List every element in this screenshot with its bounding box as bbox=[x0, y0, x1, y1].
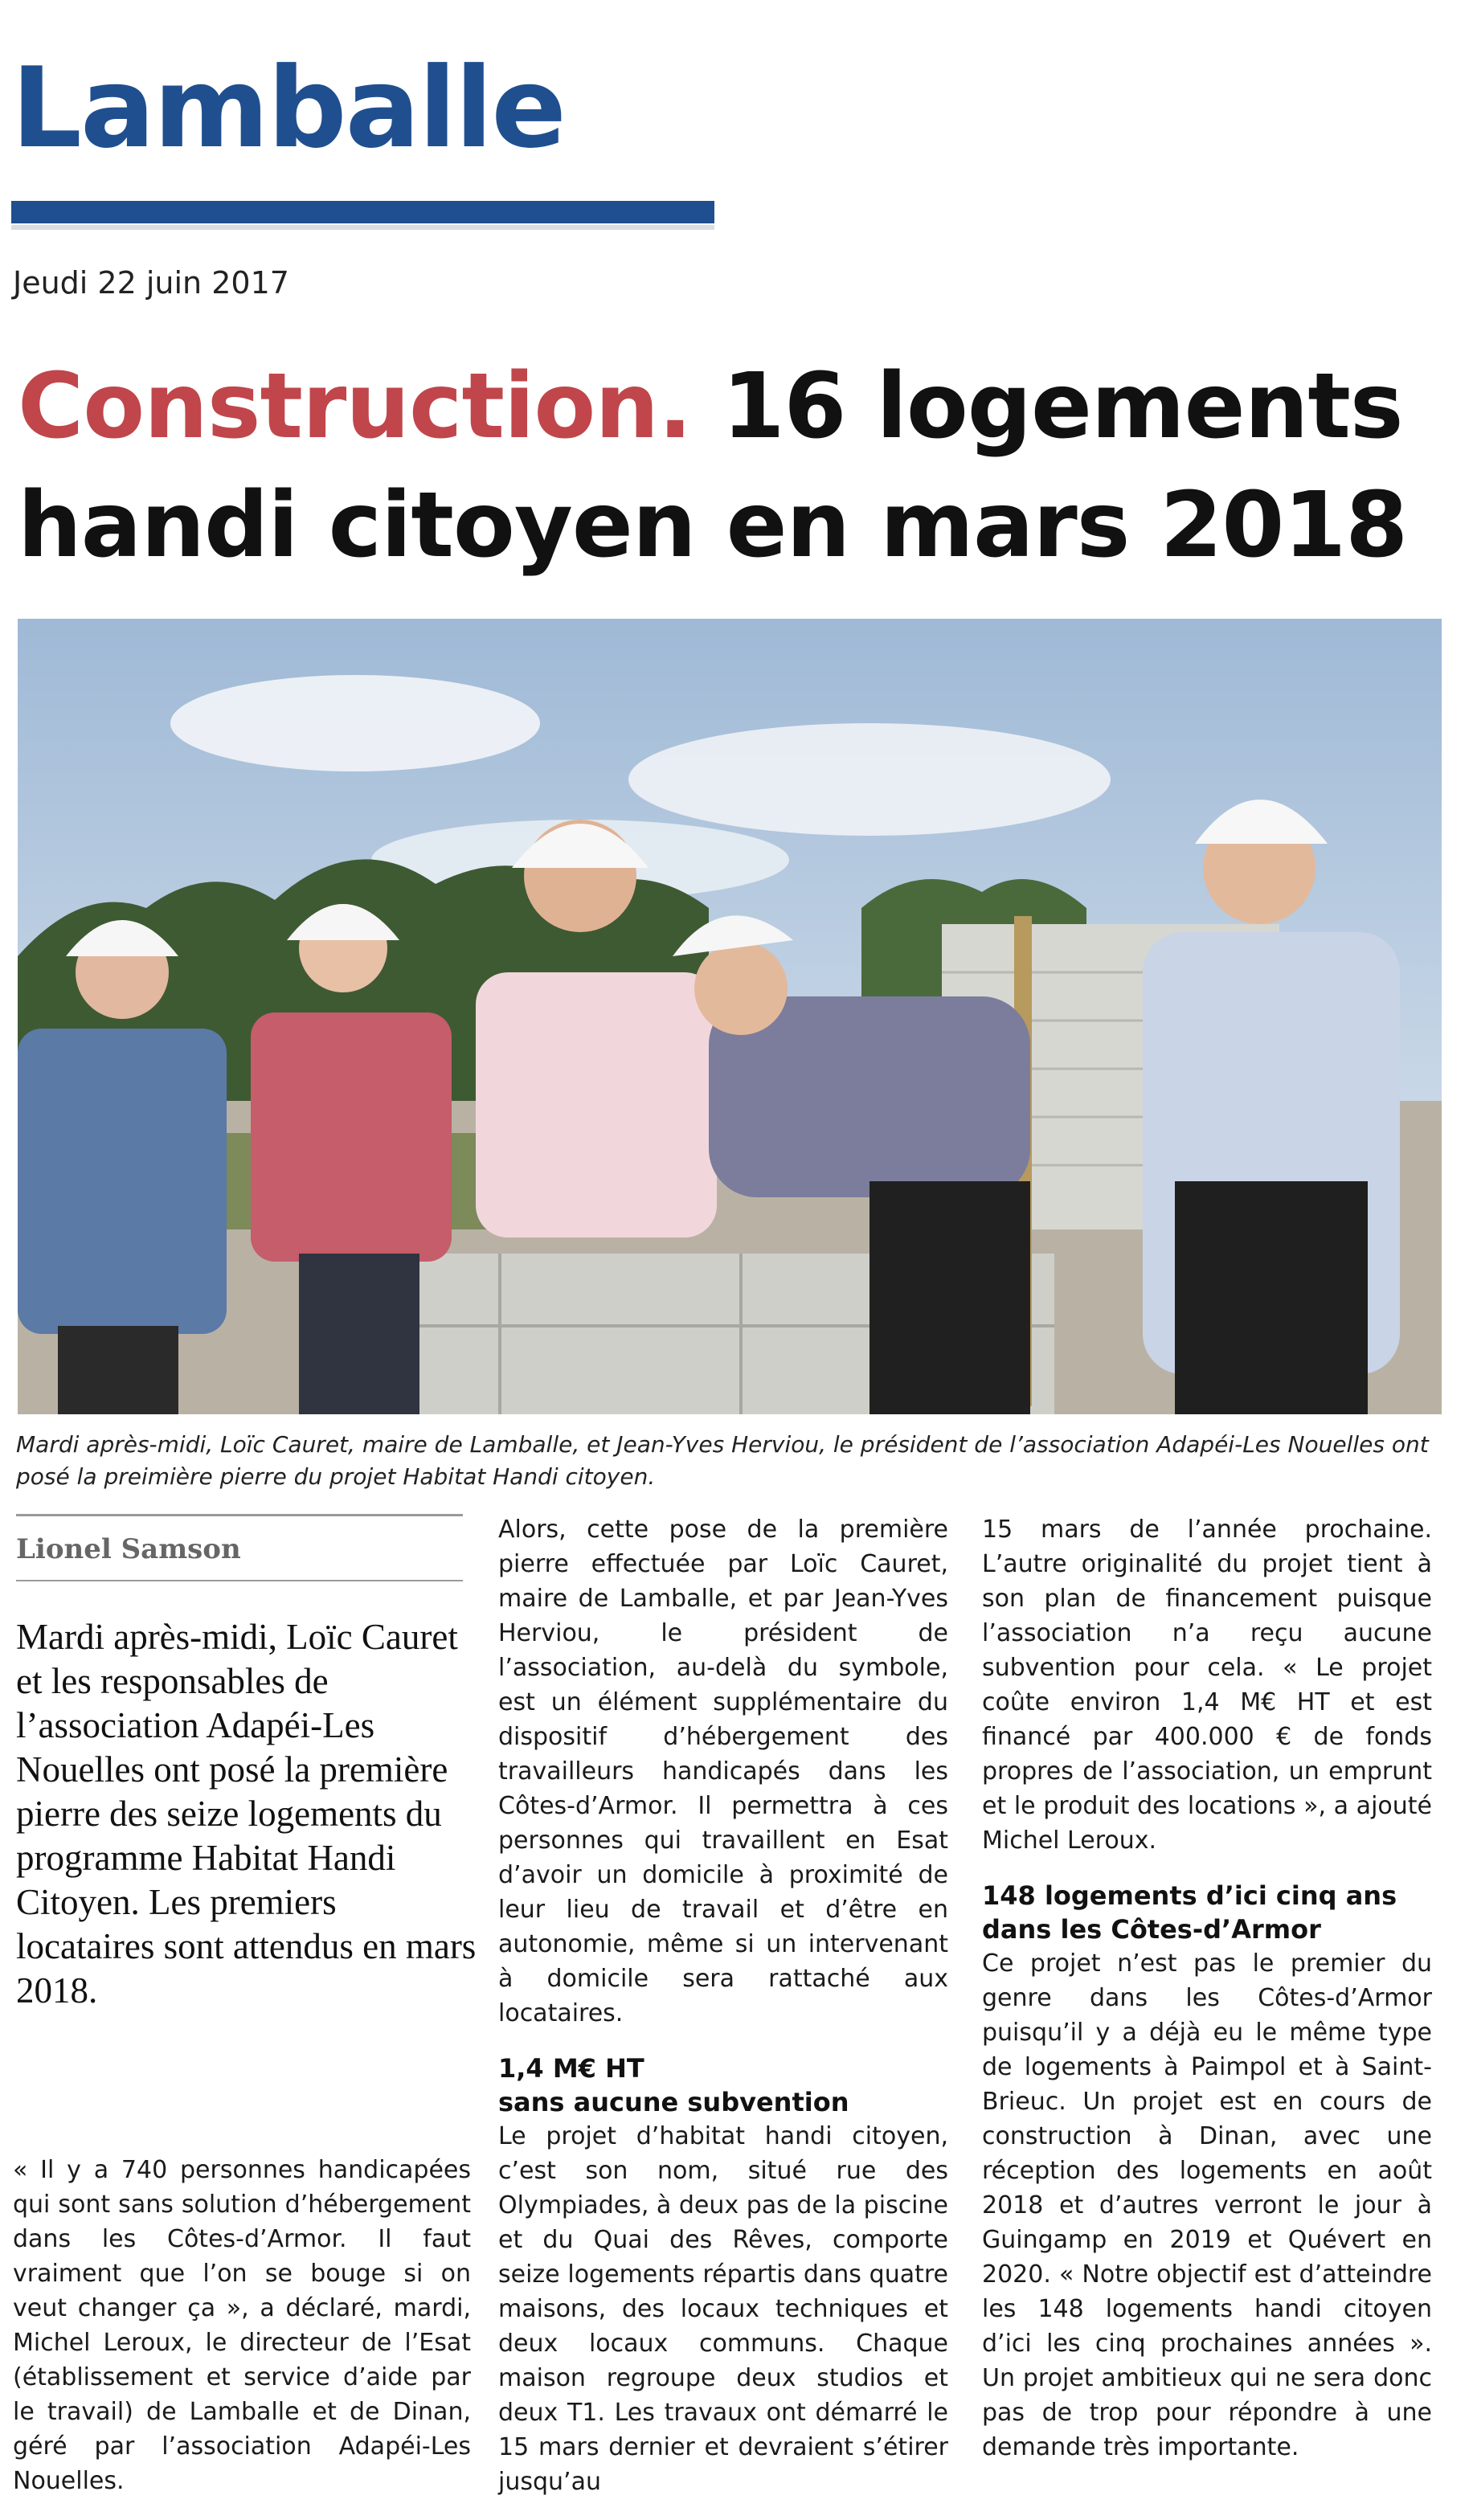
column-1 bbox=[13, 2153, 471, 2498]
masthead bbox=[11, 32, 726, 301]
byline-bottom-rule bbox=[16, 1580, 463, 1581]
masthead-bar bbox=[11, 201, 714, 223]
col2-paragraph-1: Alors, cette pose de la première pierre effectuée par Loïc Cauret, maire de Lamballe, et par Jean-Yves Herviou, le président de l’association, au-delà du symbole, est un élément supplémentaire du dispositif d’hébergement des travailleurs handicapés dans les Côtes-d’Armor. Il permettra à ces personnes qui travaillent en Esat d’avoir un domicile à proximité de leur lieu de travail et d’être en autonomie, même si un intervenant à domicile sera rattaché aux locataires. bbox=[498, 1516, 948, 2027]
construction-site-image bbox=[18, 619, 1442, 1414]
article-headline bbox=[18, 347, 1456, 585]
subheading-line-1: 1,4 M€ HT bbox=[498, 2053, 644, 2084]
article-photo bbox=[18, 619, 1442, 1414]
column-3 bbox=[982, 1512, 1432, 2465]
article-lede bbox=[16, 1615, 482, 2013]
spacer bbox=[498, 2031, 948, 2052]
headline-text: 16 logements handi citoyen en mars 2018 bbox=[18, 354, 1408, 578]
issue-date: Jeudi 22 juin 2017 bbox=[13, 265, 289, 301]
masthead-rule bbox=[11, 225, 714, 230]
headline-kicker: Construction. bbox=[18, 354, 692, 459]
col3-paragraph-2: Ce projet n’est pas le premier du genre dans les Côtes-d’Armor puisqu’il y a déjà eu le même type de logements à Paimpol et à Saint-Brieuc. Un projet est en cours de construction à Dinan, avec une réception des logements en août 2018 et d’autres verront le jour à Guingamp en 2019 et Quévert en 2020. « Notre objectif est d’atteindre les 148 logements handi citoyen d’ici les cinq prochaines années ». Un projet ambitieux qui ne sera donc pas de trop pour répondre à une demande très importante. bbox=[982, 1949, 1432, 2461]
newspaper-title: Lamballe bbox=[11, 43, 565, 173]
subheading-financing bbox=[498, 2052, 948, 2119]
col2-paragraph-2: Le projet d’habitat handi citoyen, c’est son nom, situé rue des Olympiades, à deux pas de la piscine et du Quai des Rêves, comporte seize logements répartis dans quatre maisons, des locaux techniques et deux locaux communs. Chaque maison regroupe deux studios et deux T1. Les travaux ont démarré le 15 mars dernier et devraient s’étirer jusqu’au bbox=[498, 2122, 948, 2496]
photo-caption: Mardi après-midi, Loïc Cauret, maire de Lamballe, et Jean-Yves Herviou, le président de l’association Adapéi-Les Nouelles ont posé la preimière pierre du projet Habitat Handi citoyen. bbox=[16, 1431, 1429, 1490]
lede-paragraph: Mardi après-midi, Loïc Cauret et les responsables de l’association Adapéi-Les Nouelles ont posé la première pierre des seize logements du programme Habitat Handi Citoyen. Les premiers locataires sont attendus en mars 2018. bbox=[16, 1617, 477, 2011]
subheading-line-2: sans aucune subvention bbox=[498, 2087, 849, 2117]
byline-top-rule bbox=[16, 1514, 463, 1516]
subheading-outlook: 148 logements d’ici cinq ans dans les Côtes-d’Armor bbox=[982, 1880, 1397, 1945]
spacer bbox=[982, 1858, 1432, 1879]
col3-paragraph-1: 15 mars de l’année prochaine. L’autre originalité du projet tient à son plan de financement puisque l’association n’a reçu aucune subvention pour cela. « Le projet coûte environ 1,4 M€ HT et est financé par 400.000 € de fonds propres de l’association, un emprunt et le produit des locations », a ajouté Michel Leroux. bbox=[982, 1516, 1432, 1855]
column-2 bbox=[498, 1512, 948, 2499]
col1-paragraph-1: « Il y a 740 personnes handicapées qui sont sans solution d’hébergement dans les Côtes-d’Armor. Il faut vraiment que l’on se bouge si on veut changer ça », a déclaré, mardi, Michel Leroux, le directeur de l’Esat (établissement et service d’aide par le travail) de Lamballe et de Dinan, géré par l’association Adapéi-Les Nouelles. bbox=[13, 2156, 471, 2495]
byline: Lionel Samson bbox=[16, 1533, 241, 1565]
